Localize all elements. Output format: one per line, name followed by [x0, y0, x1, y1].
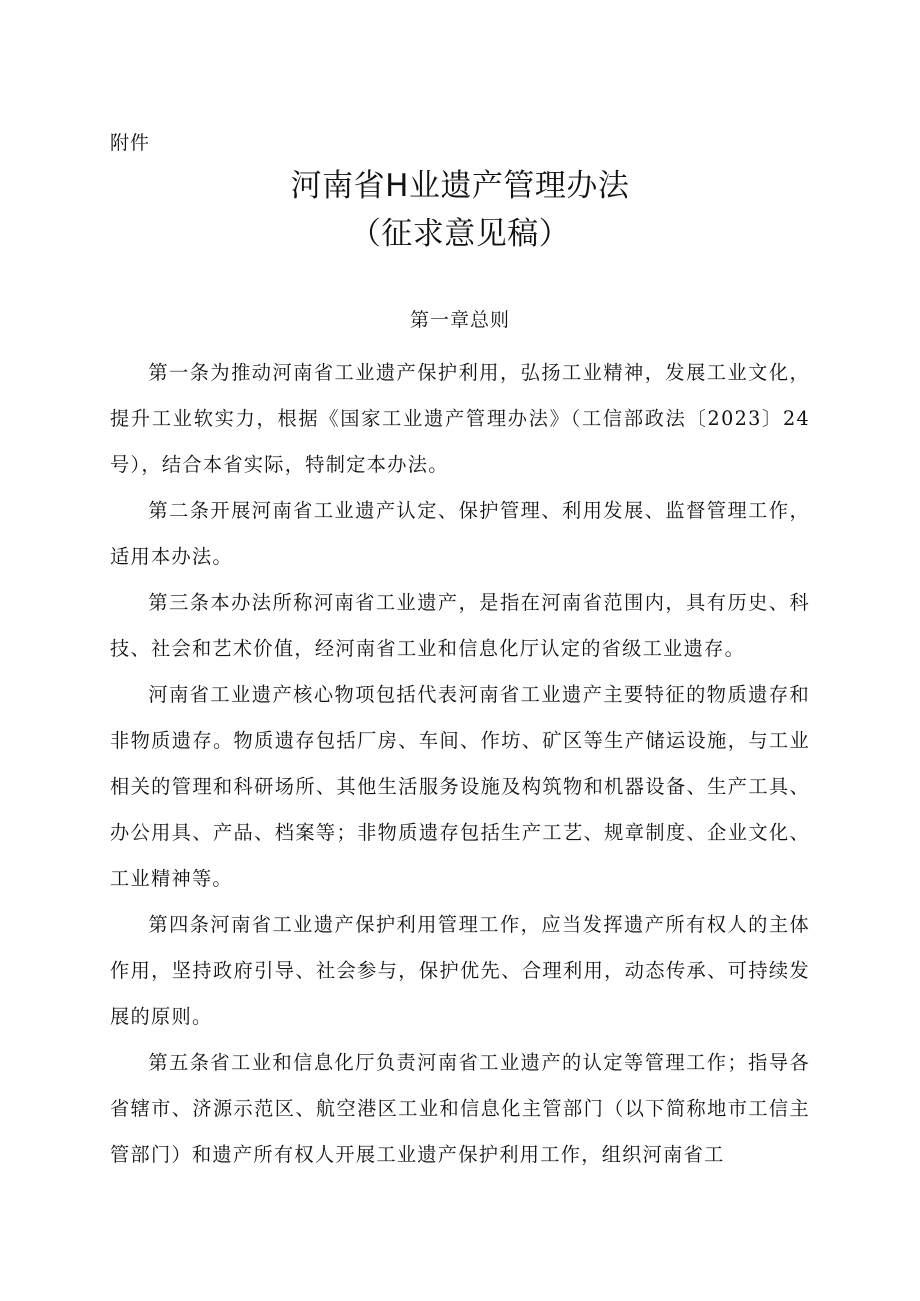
core-items-paragraph: 河南省工业遗产核心物项包括代表河南省工业遗产主要特征的物质遗存和非物质遗存。物质遗存包括厂房、车间、作坊、矿区等生产储运设施，与工业相关的管理和科研场所、其他生活服务设施及构筑物和机器设备、生产工具、办公用具、产品、档案等；非物质遗存包括生产工艺、规章制度、企业文化、工业精神等。 [110, 683, 810, 890]
document-title: 河南省H业遗产管理办法 [290, 168, 630, 204]
attachment-label: 附件 [110, 132, 151, 154]
chapter-heading: 第一章总则 [409, 309, 510, 331]
article-2-paragraph: 第二条开展河南省工业遗产认定、保护管理、利用发展、监督管理工作，适用本办法。 [110, 499, 810, 568]
document-body [110, 350, 810, 1178]
article-1-paragraph: 第一条为推动河南省工业遗产保护利用，弘扬工业精神，发展工业文化，提升工业软实力，根据《国家工业遗产管理办法》（工信部政法〔2023〕24号），结合本省实际，特制定本办法。 [110, 361, 810, 476]
article-5-paragraph: 第五条省工业和信息化厅负责河南省工业遗产的认定等管理工作；指导各省辖市、济源示范区、航空港区工业和信息化主管部门（以下简称地市工信主管部门）和遗产所有权人开展工业遗产保护利用工作，组织河南省工 [110, 1051, 810, 1166]
article-3-paragraph: 第三条本办法所称河南省工业遗产，是指在河南省范围内，具有历史、科技、社会和艺术价值，经河南省工业和信息化厅认定的省级工业遗存。 [110, 591, 810, 660]
document-subtitle: （征求意见稿） [349, 216, 571, 252]
article-4-paragraph: 第四条河南省工业遗产保护利用管理工作，应当发挥遗产所有权人的主体作用，坚持政府引导、社会参与，保护优先、合理利用，动态传承、可持续发展的原则。 [110, 913, 810, 1028]
